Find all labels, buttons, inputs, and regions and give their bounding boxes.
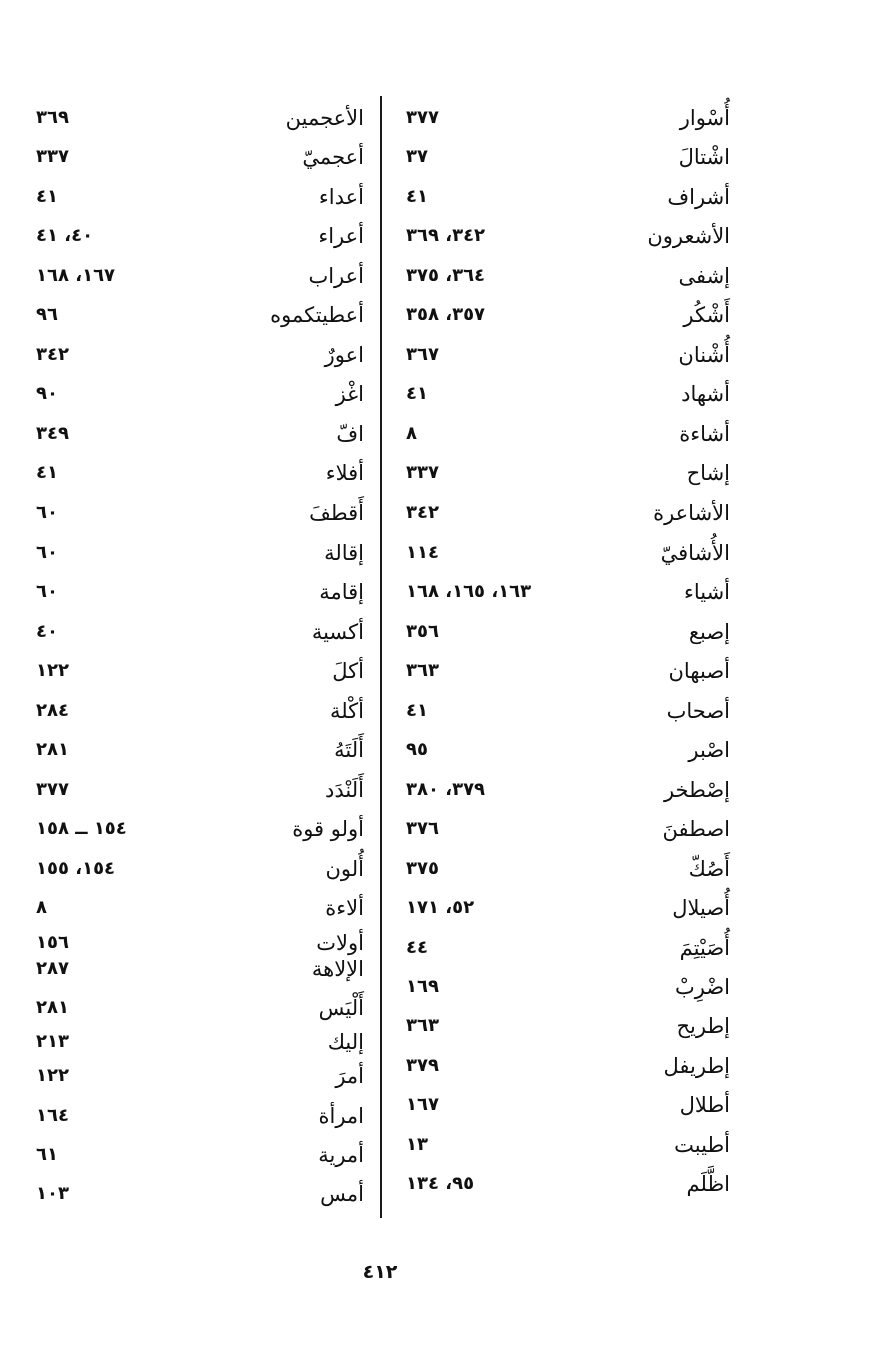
right-column-entry — [398, 179, 738, 215]
index-term: أكسية — [311, 620, 364, 644]
left-column-entry — [28, 574, 372, 610]
index-term: أمرية — [318, 1143, 364, 1167]
page-references: ٢٨١ — [36, 997, 69, 1018]
index-term: الأشاعرة — [653, 501, 730, 525]
page-references: ٣٤٩ — [36, 423, 69, 444]
index-term: إقالة — [324, 541, 364, 565]
index-term: أُلون — [325, 857, 364, 881]
page-number: ٤١٢ — [362, 1261, 398, 1283]
index-term: أُصيلال — [672, 896, 730, 920]
index-term: امرأة — [318, 1104, 364, 1128]
page-references: ١٦٧، ١٦٨ — [36, 265, 116, 286]
page-references: ٣٦٤، ٣٧٥ — [406, 265, 486, 286]
index-term: أطلال — [679, 1093, 730, 1117]
index-term: أعراء — [318, 224, 364, 248]
index-term: ألاءة — [325, 896, 364, 920]
index-term: اضْرِبْ — [674, 975, 730, 999]
index-term: أطيبت — [674, 1133, 730, 1157]
right-column-entry — [398, 574, 738, 610]
page-references: ١٥٤ ــ ١٥٨ — [36, 818, 127, 839]
page-references: ١٣ — [406, 1134, 428, 1155]
index-term: أفلاء — [325, 461, 364, 485]
page-references: ٦١ — [36, 1144, 58, 1165]
index-term: اغْز — [335, 382, 364, 406]
left-column-entry — [28, 297, 372, 333]
index-term: إقامة — [319, 580, 364, 604]
page-references: ٣٦٣ — [406, 1015, 439, 1036]
page-references: ٣٤٢ — [406, 502, 439, 523]
index-term: أَصُكّ — [688, 857, 730, 881]
page-references: ٣٧٥ — [406, 858, 439, 879]
right-column-entry — [398, 1048, 738, 1084]
right-column-entry — [398, 614, 738, 650]
page-references: ٣٣٧ — [406, 462, 439, 483]
right-column-entry — [398, 969, 738, 1005]
left-column-entry — [28, 653, 372, 689]
index-term: الأشعرون — [647, 224, 730, 248]
page-references: ٤١ — [36, 462, 58, 483]
index-term: أشهاد — [681, 382, 730, 406]
index-term: أعجميّ — [302, 145, 364, 169]
left-column-entry — [28, 376, 372, 412]
right-column-entry — [398, 772, 738, 808]
column-divider — [380, 96, 382, 1218]
right-column-entry — [398, 693, 738, 729]
index-term: أُشْنان — [678, 343, 730, 367]
index-term: إشاح — [686, 461, 730, 485]
page-references: ٣٧٩، ٣٨٠ — [406, 779, 486, 800]
left-column-entry — [28, 139, 372, 175]
index-term: أكلَ — [332, 659, 364, 683]
right-column-entry — [398, 495, 738, 531]
right-column-entry — [398, 930, 738, 966]
right-column-entry — [398, 653, 738, 689]
page-references: ٣٧٩ — [406, 1055, 439, 1076]
index-term: أولو قوة — [292, 817, 364, 841]
page-references: ٣٧ — [406, 146, 428, 167]
right-column-entry — [398, 376, 738, 412]
left-column-entry — [28, 337, 372, 373]
page-references: ٣٦٧ — [406, 344, 439, 365]
left-column-entry — [28, 1137, 372, 1173]
page-references: ٤٠ — [36, 621, 58, 642]
page-references: ١٢٢ — [36, 1065, 69, 1086]
index-term: اصطفنَ — [662, 817, 730, 841]
right-column-entry — [398, 1166, 738, 1202]
page-references: ١٥٤، ١٥٥ — [36, 858, 116, 879]
page-references: ٣٤٢، ٣٦٩ — [406, 225, 486, 246]
page-references: ٣٦٩ — [36, 107, 69, 128]
left-column-entry — [28, 1176, 372, 1212]
index-term: أُسْوار — [679, 106, 730, 130]
page-references: ٨ — [406, 423, 417, 444]
index-term: إطريح — [676, 1014, 730, 1038]
page-references: ١٦٧ — [406, 1094, 439, 1115]
left-column-entry — [28, 1098, 372, 1134]
right-column-entry — [398, 100, 738, 136]
left-column-entry — [28, 1024, 372, 1060]
index-term: اشْتالَ — [678, 145, 730, 169]
page-references: ٥٢، ١٧١ — [406, 897, 475, 918]
index-term: أَشْكُر — [683, 303, 730, 327]
index-term: أمس — [320, 1182, 364, 1206]
page-references: ٣٧٦ — [406, 818, 439, 839]
page-references: ١٦٤ — [36, 1105, 69, 1126]
left-column-entry — [28, 218, 372, 254]
left-column-entry — [28, 1058, 372, 1094]
page-references: ١٠٣ — [36, 1183, 69, 1204]
left-column-entry — [28, 258, 372, 294]
left-column-entry — [28, 693, 372, 729]
right-column-entry — [398, 1008, 738, 1044]
left-column-entry — [28, 495, 372, 531]
right-column-entry — [398, 416, 738, 452]
right-column-entry — [398, 139, 738, 175]
index-term: أشياء — [683, 580, 730, 604]
index-term: إطريفل — [663, 1054, 730, 1078]
page-references: ٩٠ — [36, 383, 58, 404]
page-references: ٢٨٤ — [36, 700, 69, 721]
index-term: أَلْيَس — [318, 996, 364, 1020]
index-term: إصبع — [688, 620, 730, 644]
right-column-entry — [398, 890, 738, 926]
index-term: افّ — [336, 422, 364, 446]
left-column-entry — [28, 455, 372, 491]
left-column-entry — [28, 614, 372, 650]
index-term: أمرَ — [335, 1064, 364, 1088]
left-column-entry — [28, 416, 372, 452]
page-references: ٣٥٦ — [406, 621, 439, 642]
index-term: أصبهان — [668, 659, 730, 683]
index-term: أَلَتَهُ — [334, 738, 364, 762]
page-references: ١١٤ — [406, 542, 439, 563]
left-column-entry — [28, 811, 372, 847]
page-references: ٢٨١ — [36, 739, 69, 760]
left-column-entry — [28, 890, 372, 926]
left-column-entry — [28, 732, 372, 768]
index-term: أعراب — [308, 264, 364, 288]
page-references: ٦٠ — [36, 502, 58, 523]
right-column-entry — [398, 218, 738, 254]
right-column-entry — [398, 1087, 738, 1123]
index-term: اصْبر — [688, 738, 730, 762]
page-references: ٣٣٧ — [36, 146, 69, 167]
right-column-entry — [398, 851, 738, 887]
left-column-entry — [28, 100, 372, 136]
page-references: ٣٧٧ — [36, 779, 69, 800]
left-column-entry — [28, 951, 372, 987]
index-term: أشراف — [667, 185, 730, 209]
page-references: ٤٠، ٤١ — [36, 225, 94, 246]
left-column-entry — [28, 990, 372, 1026]
page-references: ٣٦٣ — [406, 660, 439, 681]
right-column-entry — [398, 337, 738, 373]
left-column-entry — [28, 851, 372, 887]
right-column-entry — [398, 455, 738, 491]
page-references: ٤١ — [406, 700, 428, 721]
page-references: ٣٤٢ — [36, 344, 69, 365]
page-references: ١٦٩ — [406, 976, 439, 997]
page-references: ٦٠ — [36, 581, 58, 602]
page-references: ٨ — [36, 897, 47, 918]
index-term: الأعجمين — [285, 106, 364, 130]
right-column-entry — [398, 1127, 738, 1163]
page-references: ٢١٣ — [36, 1031, 69, 1052]
index-term: إصْطخر — [663, 778, 730, 802]
left-column-entry — [28, 772, 372, 808]
left-column-entry — [28, 179, 372, 215]
right-column-entry — [398, 297, 738, 333]
page-references: ٦٠ — [36, 542, 58, 563]
right-column-entry — [398, 535, 738, 571]
index-term: أشاءة — [679, 422, 730, 446]
index-term: أولات — [316, 931, 364, 955]
page-references: ٣٧٧ — [406, 107, 439, 128]
index-term: الأُشافيّ — [660, 541, 730, 565]
index-term: إشفى — [678, 264, 730, 288]
page-references: ١٥٦ — [36, 932, 69, 953]
page-references: ١٦٣، ١٦٥، ١٦٨ — [406, 581, 532, 602]
page-references: ٤١ — [36, 186, 58, 207]
index-term: أَقطفَ — [309, 501, 364, 525]
page-references: ٤١ — [406, 383, 428, 404]
page-references: ٩٥، ١٣٤ — [406, 1173, 475, 1194]
index-term: اظَّلَم — [686, 1172, 730, 1196]
page-references: ٩٥ — [406, 739, 428, 760]
page-references: ٣٥٧، ٣٥٨ — [406, 304, 486, 325]
index-term: أَلَنْدَد — [325, 778, 364, 802]
index-term: إليك — [327, 1030, 364, 1054]
page-references: ٤٤ — [406, 937, 428, 958]
page-references: ٢٨٧ — [36, 958, 69, 979]
right-column-entry — [398, 732, 738, 768]
right-column-entry — [398, 258, 738, 294]
index-term: الإلاهة — [311, 957, 364, 981]
index-term: أعطيتكموه — [270, 303, 364, 327]
page-references: ٤١ — [406, 186, 428, 207]
index-term: اعورٌ — [324, 343, 364, 367]
index-term: أعداء — [318, 185, 364, 209]
page-references: ٩٦ — [36, 304, 58, 325]
index-term: أصحاب — [666, 699, 730, 723]
right-column-entry — [398, 811, 738, 847]
left-column-entry — [28, 535, 372, 571]
index-term: أكْلة — [329, 699, 364, 723]
page-references: ١٢٢ — [36, 660, 69, 681]
index-term: أُصَيْتِمَ — [679, 936, 730, 960]
